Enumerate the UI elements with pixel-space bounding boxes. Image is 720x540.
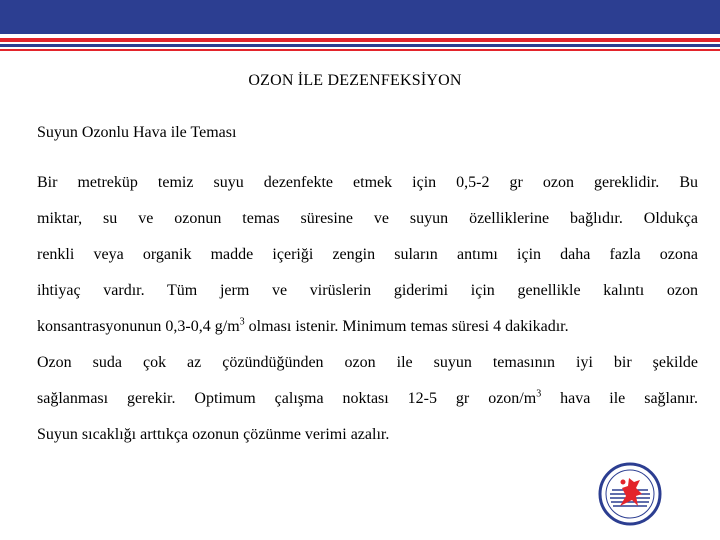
superscript-3: 3	[239, 316, 245, 328]
university-emblem-icon	[598, 462, 662, 526]
body-line-1: Bir metreküp temiz suyu dezenfekte etmek için 0,5-2 gr ozon gereklidir. Bu	[37, 174, 698, 191]
superscript-3: 3	[536, 388, 542, 400]
body-line-7-text: sağlanması gerekir. Optimum çalışma noktası 12-5 gr ozon/m	[37, 390, 537, 407]
body-line-8: Suyun sıcaklığı arttıkça ozonun çözünme verimi azalır.	[37, 426, 390, 443]
header-stripe-red	[0, 38, 720, 42]
body-line-2: miktar, su ve ozonun temas süresine ve suyun özelliklerine bağlıdır. Oldukça	[37, 210, 698, 227]
body-line-7-rest: hava ile sağlanır.	[541, 390, 698, 407]
body-line-5-text: konsantrasyonunun 0,3-0,4 g/m	[37, 318, 240, 335]
body-line-4: ihtiyaç vardır. Tüm jerm ve virüslerin giderimi için genellikle kalıntı ozon	[37, 282, 698, 299]
slide-title: OZON İLE DEZENFEKSİYON	[248, 72, 462, 89]
body-line-3: renkli veya organik madde içeriği zengin suların antımı için daha fazla ozona	[37, 246, 698, 263]
body-line-5	[37, 317, 698, 337]
body-line-7	[37, 389, 698, 409]
section-subtitle: Suyun Ozonlu Hava ile Teması	[37, 124, 237, 141]
header-band	[0, 0, 720, 34]
header-stripe-red-thin	[0, 49, 720, 51]
header-stripe-blue	[0, 44, 720, 47]
body-line-6: Ozon suda çok az çözündüğünden ozon ile suyun temasının iyi bir şekilde	[37, 354, 698, 371]
body-line-5-rest: olması istenir. Minimum temas süresi 4 dakikadır.	[244, 318, 569, 335]
